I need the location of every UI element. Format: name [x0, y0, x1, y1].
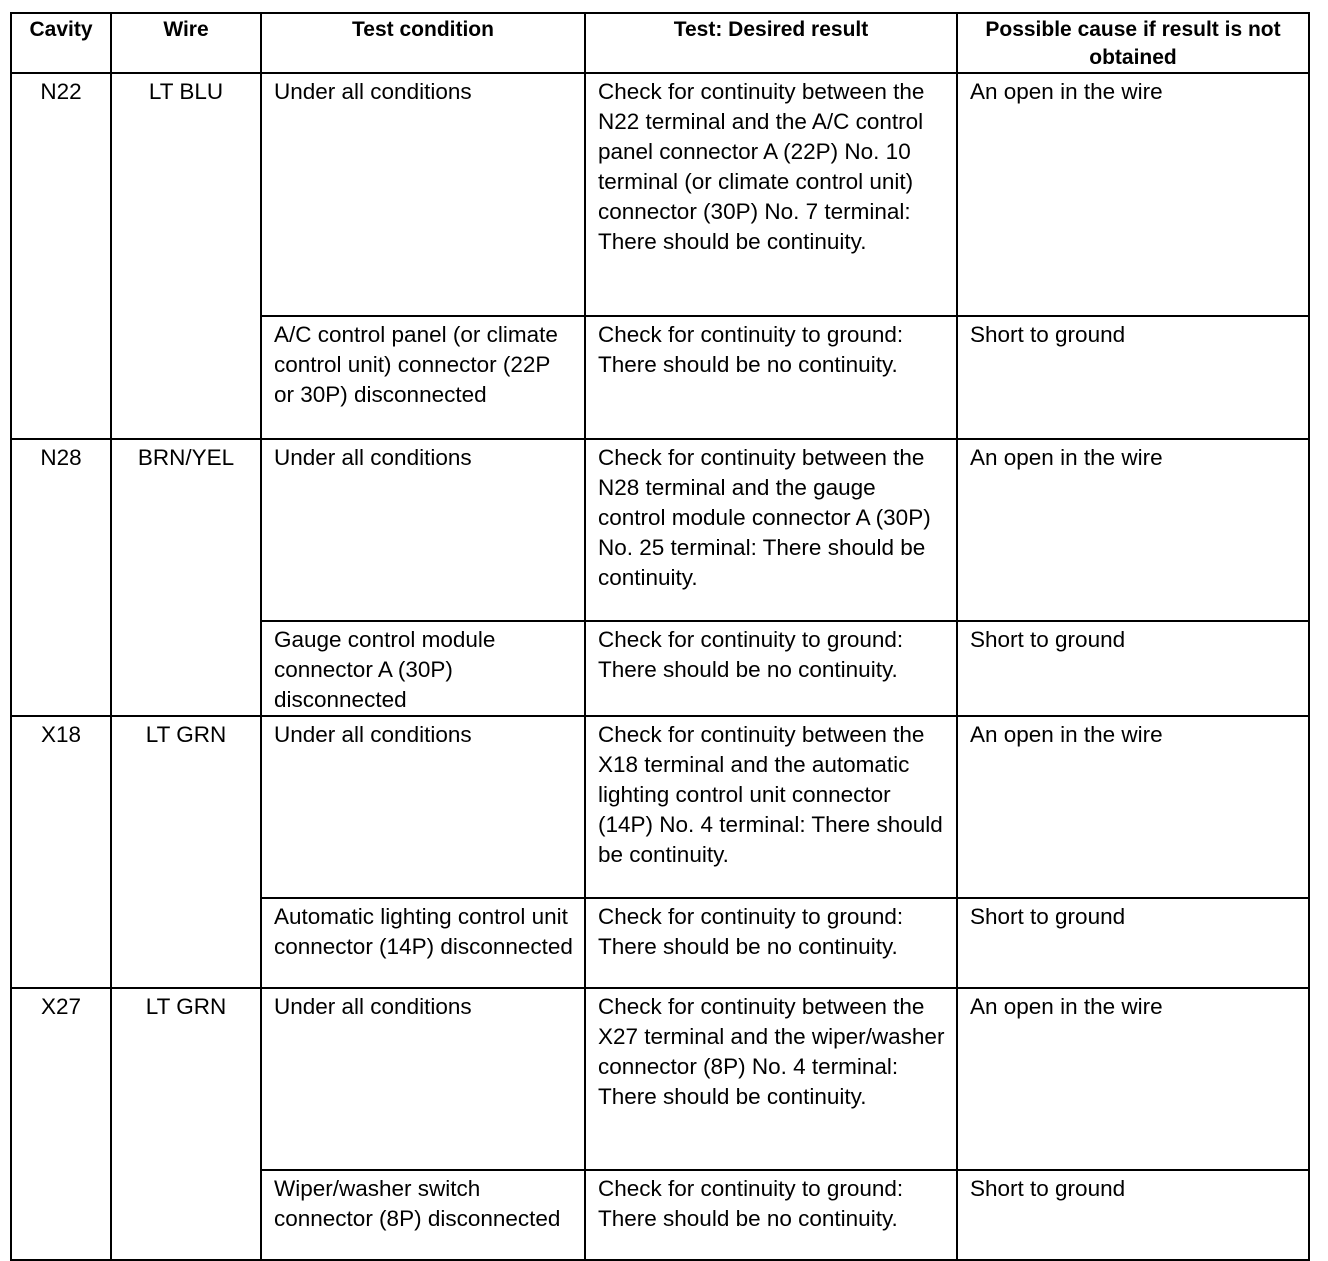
cavity-cell: X27 [11, 988, 111, 1260]
test-condition-cell: Under all conditions [261, 439, 585, 621]
possible-cause-cell: An open in the wire [957, 988, 1309, 1170]
cavity-cell: X18 [11, 716, 111, 988]
desired-result-cell: Check for continuity to ground: There should be no continuity. [585, 316, 957, 439]
possible-cause-cell: Short to ground [957, 1170, 1309, 1260]
possible-cause-cell: Short to ground [957, 316, 1309, 439]
desired-result-cell: Check for continuity between the N28 terminal and the gauge control module connector A (30P) No. 25 terminal: There should be continuity. [585, 439, 957, 621]
desired-result-cell: Check for continuity between the X27 terminal and the wiper/washer connector (8P) No. 4 terminal: There should be continuity. [585, 988, 957, 1170]
wire-cell: LT GRN [111, 988, 261, 1260]
header-possible-cause: Possible cause if result is not obtained [957, 13, 1309, 73]
test-condition-cell: A/C control panel (or climate control unit) connector (22P or 30P) disconnected [261, 316, 585, 439]
desired-result-cell: Check for continuity between the X18 terminal and the automatic lighting control unit connector (14P) No. 4 terminal: There should be continuity. [585, 716, 957, 898]
possible-cause-cell: An open in the wire [957, 716, 1309, 898]
test-condition-cell: Gauge control module connector A (30P) disconnected [261, 621, 585, 716]
cavity-cell: N28 [11, 439, 111, 716]
table-row [11, 73, 1309, 316]
table-row [11, 988, 1309, 1170]
wire-cell: LT BLU [111, 73, 261, 439]
test-condition-cell: Under all conditions [261, 988, 585, 1170]
possible-cause-cell: Short to ground [957, 898, 1309, 988]
table-row [11, 716, 1309, 898]
wiring-test-table [10, 12, 1310, 1261]
desired-result-cell: Check for continuity to ground: There should be no continuity. [585, 1170, 957, 1260]
test-condition-cell: Wiper/washer switch connector (8P) disconnected [261, 1170, 585, 1260]
possible-cause-cell: Short to ground [957, 621, 1309, 716]
test-condition-cell: Under all conditions [261, 73, 585, 316]
wire-cell: LT GRN [111, 716, 261, 988]
header-desired-result: Test: Desired result [585, 13, 957, 73]
test-condition-cell: Under all conditions [261, 716, 585, 898]
cavity-cell: N22 [11, 73, 111, 439]
possible-cause-cell: An open in the wire [957, 73, 1309, 316]
header-row [11, 13, 1309, 73]
test-condition-cell: Automatic lighting control unit connector (14P) disconnected [261, 898, 585, 988]
header-wire: Wire [111, 13, 261, 73]
wire-cell: BRN/YEL [111, 439, 261, 716]
desired-result-cell: Check for continuity to ground: There should be no continuity. [585, 621, 957, 716]
header-cavity: Cavity [11, 13, 111, 73]
possible-cause-cell: An open in the wire [957, 439, 1309, 621]
desired-result-cell: Check for continuity between the N22 terminal and the A/C control panel connector A (22P) No. 10 terminal (or climate control unit) connector (30P) No. 7 terminal: There should be continuity. [585, 73, 957, 316]
table-row [11, 439, 1309, 621]
desired-result-cell: Check for continuity to ground: There should be no continuity. [585, 898, 957, 988]
header-test-condition: Test condition [261, 13, 585, 73]
